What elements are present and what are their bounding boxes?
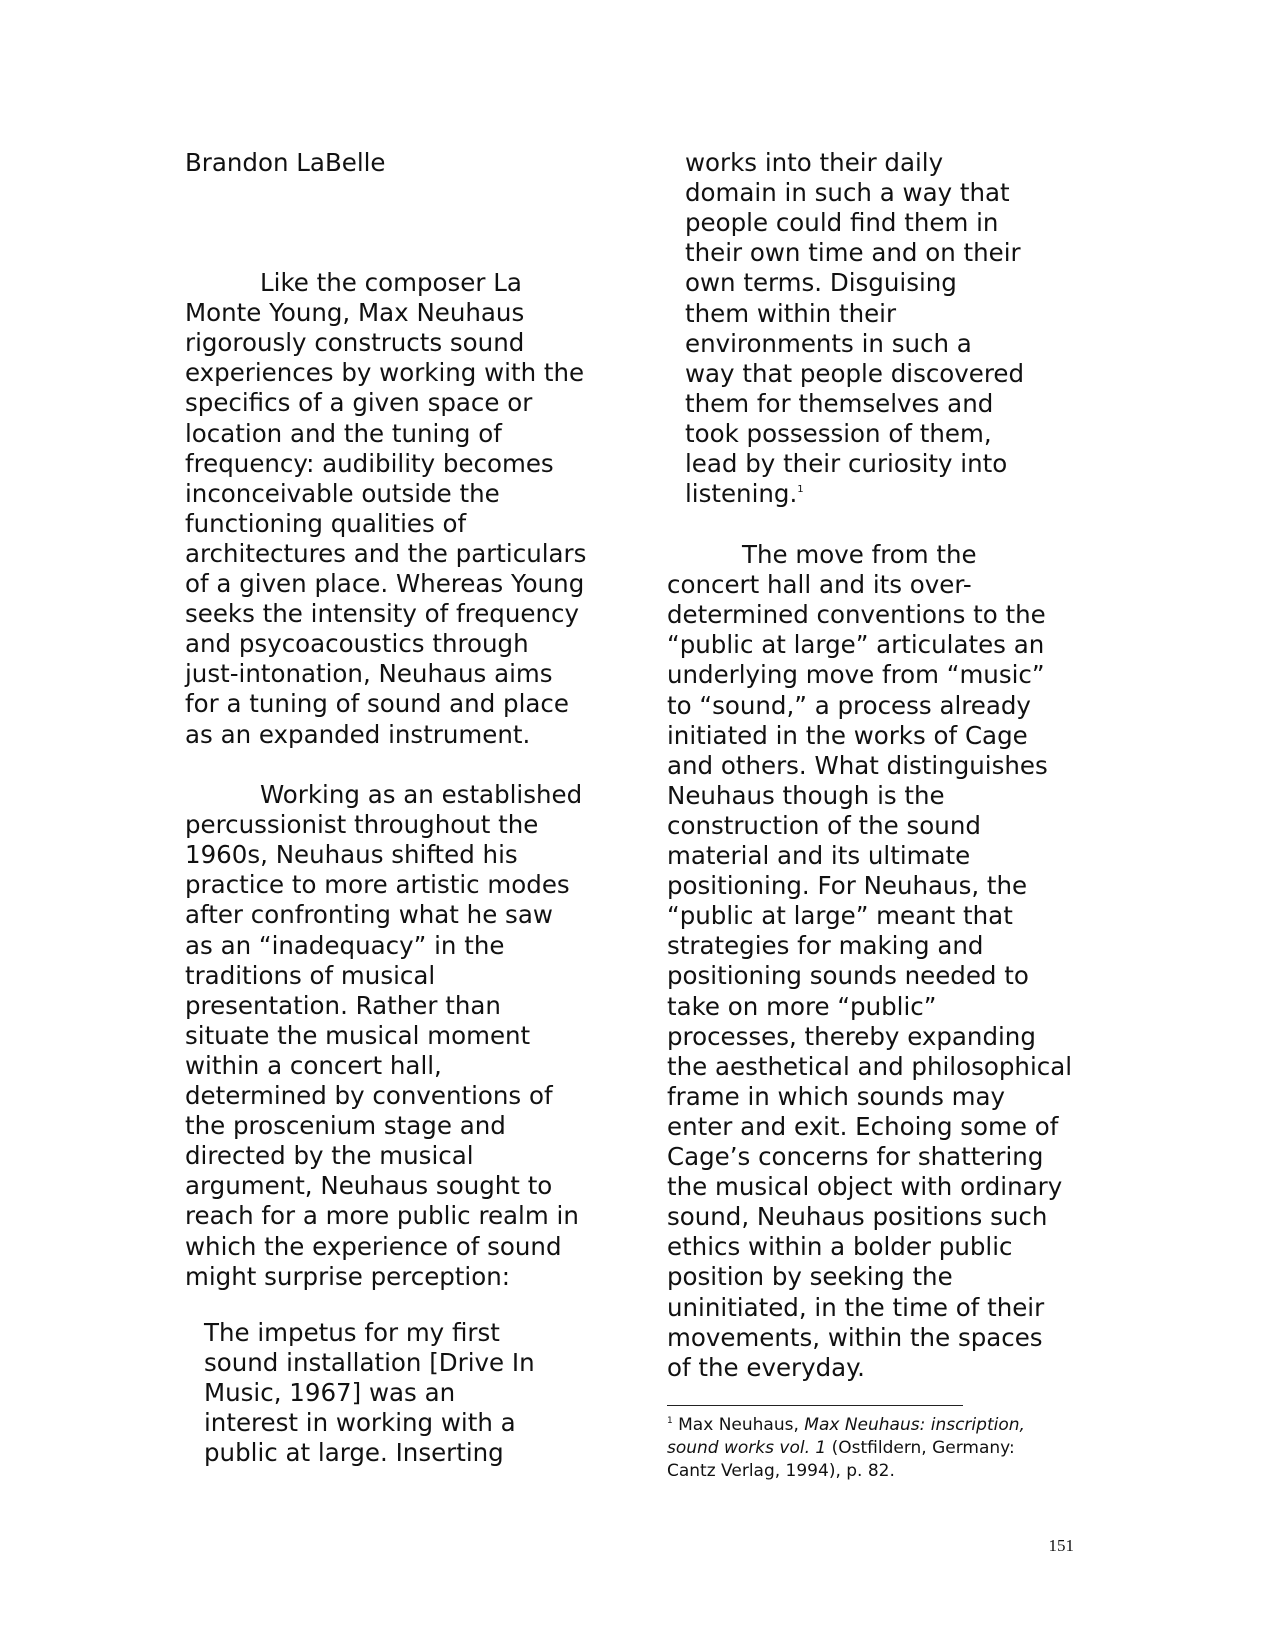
- text-line: which the experience of sound: [185, 1231, 562, 1261]
- text-line: determined conventions to the: [667, 600, 1046, 630]
- text-line: sound, Neuhaus positions such: [667, 1202, 1048, 1232]
- text-line: people could find them in: [685, 208, 999, 238]
- text-line: practice to more artistic modes: [185, 870, 570, 900]
- text-line: percussionist throughout the: [185, 810, 539, 840]
- text-line: material and its ultimate: [667, 841, 971, 870]
- text-line: positioning sounds needed to: [667, 961, 1029, 991]
- text-line: experiences by working with the: [185, 358, 585, 388]
- text-line: The impetus for my first: [204, 1318, 500, 1347]
- footnote-number: 1: [667, 1416, 673, 1426]
- text-line: directed by the musical: [185, 1141, 474, 1171]
- text-line: reach for a more public realm in: [185, 1201, 579, 1231]
- text-line: to “sound,” a process already: [667, 690, 1031, 720]
- text-line: might surprise perception:: [185, 1261, 511, 1291]
- footnote-line-1: [667, 1415, 1025, 1435]
- text-line: ethics within a bolder public: [667, 1232, 1013, 1262]
- text-line: environments in such a: [685, 328, 972, 358]
- text-line: as an “inadequacy” in the: [185, 930, 505, 960]
- text-line: presentation. Rather than: [185, 990, 501, 1020]
- text-line: and psycoacoustics through: [185, 629, 529, 659]
- text-line: The move from the: [742, 540, 977, 569]
- text-line: traditions of musical: [185, 960, 436, 990]
- text-line: within a concert hall,: [185, 1050, 442, 1080]
- text-line: “public at large” meant that: [667, 901, 1013, 931]
- text-line: seeks the intensity of frequency: [185, 599, 579, 629]
- text-line: specifics of a given space or: [185, 388, 533, 418]
- text-line: just-intonation, Neuhaus aims: [185, 659, 553, 689]
- text-line: them within their: [685, 298, 897, 328]
- text-line: 1960s, Neuhaus shifted his: [185, 840, 518, 870]
- text-line: domain in such a way that: [685, 178, 1010, 208]
- footnote-subtitle-italic: sound works vol. 1: [667, 1438, 827, 1458]
- text-line: position by seeking the: [667, 1262, 953, 1292]
- footnote-reference: 1: [797, 484, 804, 496]
- text-line: movements, within the spaces: [667, 1322, 1043, 1352]
- text-line: “public at large” articulates an: [667, 630, 1045, 660]
- footnote-title-italic: Max Neuhaus: inscription,: [804, 1415, 1025, 1435]
- footnote-rule: [667, 1405, 963, 1406]
- text-line: Monte Young, Max Neuhaus: [185, 298, 525, 328]
- text-line: and others. What distinguishes: [667, 750, 1048, 780]
- text-line: after confronting what he saw: [185, 900, 553, 930]
- text-line: the aesthetical and philosophical: [667, 1051, 1073, 1081]
- text-line: of a given place. Whereas Young: [185, 569, 585, 598]
- text-line: enter and exit. Echoing some of: [667, 1111, 1059, 1141]
- text-line: strategies for making and: [667, 931, 984, 961]
- text-line: interest in working with a: [204, 1408, 516, 1438]
- author-name: Brandon LaBelle: [185, 148, 386, 177]
- text-line: Working as an established: [260, 780, 583, 809]
- text-line: way that people discovered: [685, 358, 1025, 388]
- text-line: Cage’s concerns for shattering: [667, 1142, 1044, 1171]
- text-line: for a tuning of sound and place: [185, 689, 569, 719]
- text-line: public at large. Inserting: [204, 1438, 504, 1468]
- text-line: determined by conventions of: [185, 1081, 553, 1110]
- footnote-line-2: [667, 1438, 1015, 1458]
- text-line: lead by their curiosity into: [685, 449, 1008, 478]
- text-line: functioning qualities of: [185, 508, 467, 538]
- text-line: situate the musical moment: [185, 1020, 531, 1050]
- text-line: uninitiated, in the time of their: [667, 1292, 1045, 1322]
- text-line: positioning. For Neuhaus, the: [667, 871, 1028, 901]
- text-line: rigorously constructs sound: [185, 328, 525, 358]
- footnote-line-3: Cantz Verlag, 1994), p. 82.: [667, 1461, 895, 1481]
- text-line: as an expanded instrument.: [185, 719, 531, 749]
- footnote-text-plain: Max Neuhaus,: [672, 1415, 805, 1435]
- text-line: own terms. Disguising: [685, 268, 957, 298]
- text-line: frame in which sounds may: [667, 1081, 1006, 1111]
- text-line: took possession of them,: [685, 418, 992, 448]
- text-line: architectures and the particulars: [185, 538, 587, 568]
- text-line: sound installation [Drive In: [204, 1348, 535, 1378]
- text-line: Music, 1967] was an: [204, 1378, 456, 1408]
- text-line: underlying move from “music”: [667, 660, 1045, 690]
- text-line: concert hall and its over-: [667, 570, 972, 600]
- text-line: Neuhaus though is the: [667, 780, 945, 810]
- text-line: processes, thereby expanding: [667, 1021, 1036, 1051]
- text-line: of the everyday.: [667, 1352, 865, 1382]
- text-line: them for themselves and: [685, 388, 994, 418]
- page-number: 151: [1048, 1536, 1074, 1555]
- text-line: listening.$^1$: [685, 479, 804, 509]
- text-line: take on more “public”: [667, 991, 937, 1021]
- text-line: initiated in the works of Cage: [667, 720, 1028, 750]
- text-line: Like the composer La: [260, 268, 522, 297]
- text-line: location and the tuning of: [185, 418, 502, 448]
- text-line: their own time and on their: [685, 238, 1021, 268]
- text-line: works into their daily: [685, 148, 944, 177]
- text-line: the proscenium stage and: [185, 1111, 506, 1141]
- footnote-publisher: (Ostfildern, Germany:: [826, 1438, 1015, 1458]
- text-line: inconceivable outside the: [185, 478, 500, 508]
- text-line: construction of the sound: [667, 810, 981, 840]
- text-line: argument, Neuhaus sought to: [185, 1171, 553, 1201]
- text-line: frequency: audibility becomes: [185, 448, 554, 478]
- text-line: the musical object with ordinary: [667, 1172, 1063, 1202]
